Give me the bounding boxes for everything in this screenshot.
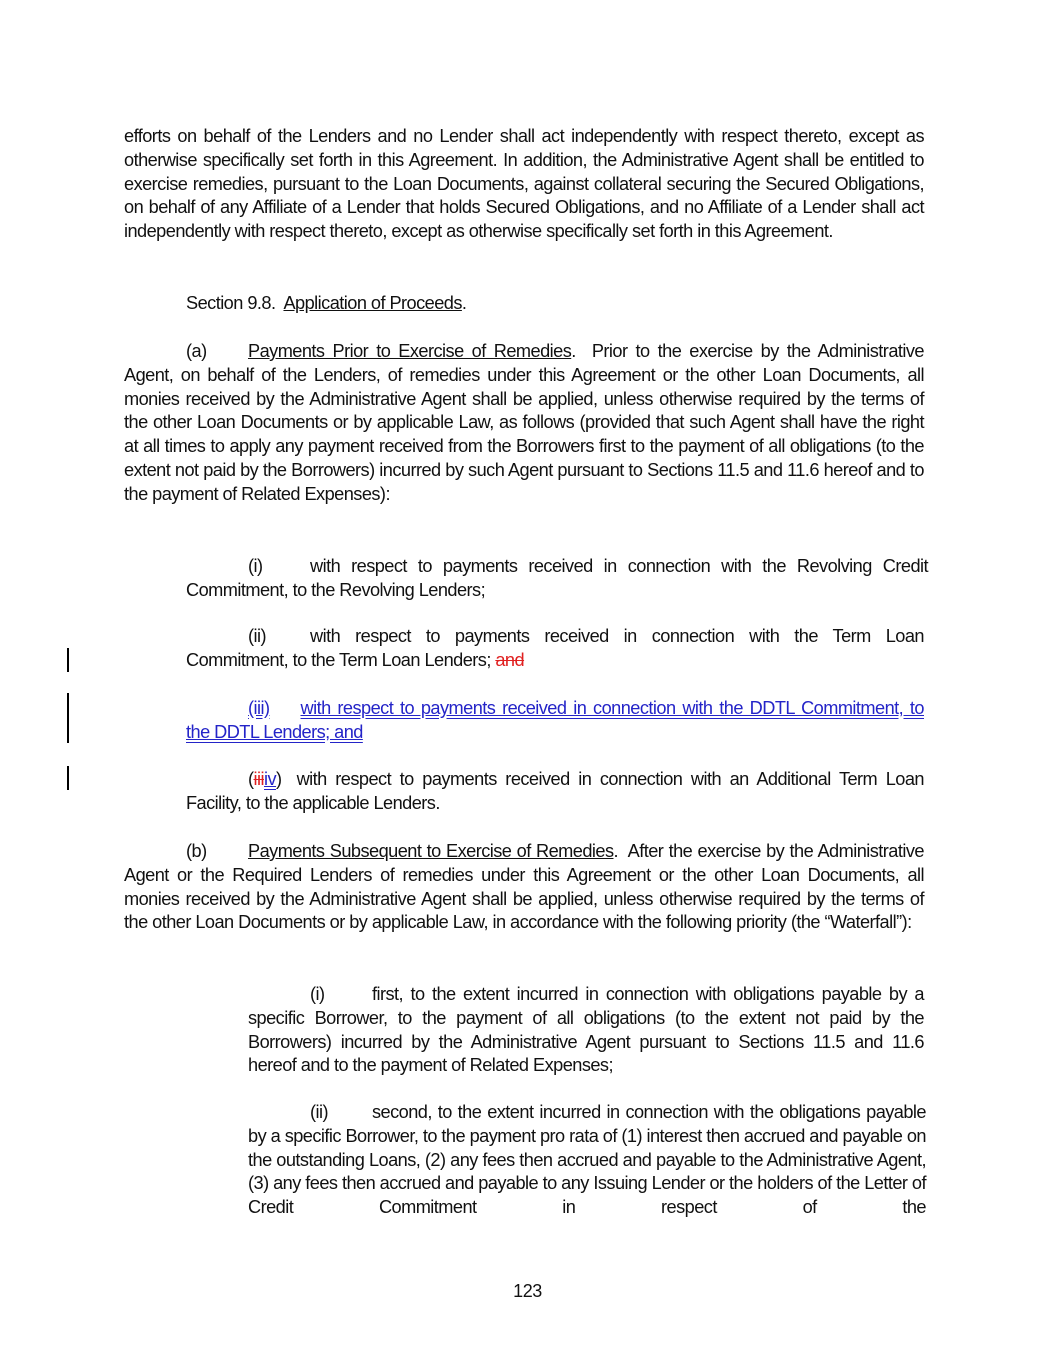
item-text: with respect to payments received in connection with the Term Loan Commitment, to the Term Loan Lenders;	[186, 626, 924, 670]
change-bar	[67, 766, 69, 790]
para-b-label: (b)	[186, 841, 207, 861]
item-label: (i)	[248, 556, 263, 576]
para-b-heading-suffix: .	[613, 841, 619, 861]
item-label: (i)	[310, 984, 325, 1004]
intro-paragraph: efforts on behalf of the Lenders and no Lender shall act independently with respect thereto, except as otherwise specifically set forth in this Agreement. In addition, the Administrative Agent shall be entitled to exercise remedies, pursuant to the Loan Documents, against collateral securing the Secured Obligations, on behalf of any Affiliate of a Lender that holds Secured Obligations, and no Affiliate of a Lender shall act independently with respect thereto, except as otherwise specifically set forth in this Agreement.	[124, 126, 924, 242]
para-b-text: After the exercise by the Administrative Agent or the Required Lenders of remedies under this Agreement or the other Loan Documents, all monies received by the Administrative Agent shall be applied, unless otherwise required by the terms of the other Loan Documents or by applicable Law, in accordance with the following priority (the “Waterfall”):	[124, 841, 924, 933]
para-a-text: Prior to the exercise by the Administrative Agent, on behalf of the Lenders, of remedies under this Agreement or the other Loan Documents, all monies received by the Administrative Agent shall be applied, unless otherwise required by the terms of the other Loan Documents or by applicable Law, as follows (provided that such Agent shall have the right at all times to apply any payment received from the Borrowers first to the payment of all obligations (to the extent not paid by the Borrowers) incurred by such Agent pursuant to Sections 11.5 and 11.6 hereof and to the payment of Related Expenses):	[124, 341, 924, 504]
deleted-text: and	[495, 649, 525, 670]
para-a-heading-suffix: .	[571, 341, 576, 361]
para-b-item-ii	[248, 1101, 926, 1220]
section-number: Section 9.8.	[186, 293, 276, 313]
page-number: 123	[513, 1281, 542, 1301]
para-b-heading: Payments Subsequent to Exercise of Remedies	[248, 841, 614, 861]
section-title: Application of Proceeds	[283, 293, 462, 313]
deleted-label: iii	[253, 769, 264, 789]
item-text: first, to the extent incurred in connection with obligations payable by a specific Borrower, to the payment of all obligations (to the extent not paid by the Borrowers) incurred by the Administrative Agent pursuant to Sections 11.5 and 11.6 hereof and to the payment of Related Expenses;	[248, 984, 924, 1076]
inserted-label: iv	[264, 769, 277, 789]
item-label-close: )	[276, 769, 282, 789]
item-label: (ii)	[310, 1102, 328, 1122]
item-text: with respect to payments received in connection with an Additional Term Loan Facility, to the applicable Lenders.	[186, 769, 924, 813]
section-heading	[186, 292, 886, 316]
para-a-item-ii	[186, 625, 924, 673]
item-label: (iii)	[248, 698, 270, 718]
item-text: with respect to payments received in connection with the Revolving Credit Commitment, to the Revolving Lenders;	[186, 556, 928, 600]
change-bar	[67, 693, 69, 743]
item-label: (ii)	[248, 626, 266, 646]
para-a-item-iv	[186, 768, 924, 816]
paragraph-a	[124, 340, 924, 507]
para-a-label: (a)	[186, 341, 207, 361]
item-text: second, to the extent incurred in connection with the obligations payable by a specific Borrower, to the payment pro rata of (1) interest then accrued and payable on the outstanding Loans, (2) any fees then accrued and payable to the Administrative Agent, (3) any fees then accrued and payable to any Issuing Lender or the holders of the Letter of Credit Commitment in respect of the	[248, 1102, 926, 1218]
change-bar	[67, 648, 69, 672]
section-title-suffix: .	[461, 293, 467, 313]
item-label-open: (	[248, 769, 254, 789]
para-b-item-i	[248, 983, 924, 1078]
paragraph-b	[124, 840, 924, 935]
inserted-text: with respect to payments received in connection with the DDTL Commitment, to the DDTL Lenders; and	[186, 698, 924, 742]
para-a-heading: Payments Prior to Exercise of Remedies	[248, 341, 572, 361]
para-a-item-iii-inserted	[186, 697, 924, 745]
para-a-item-i	[186, 555, 928, 603]
